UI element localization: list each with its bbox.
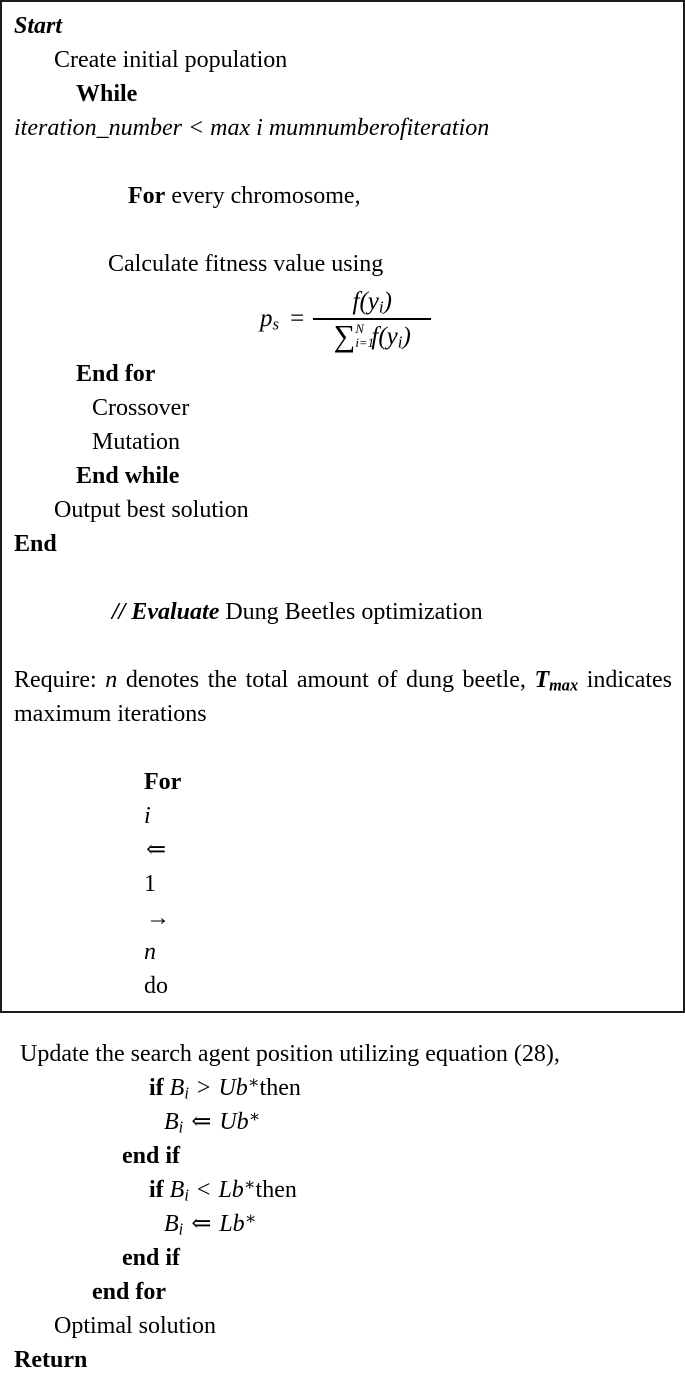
- formula-lhs: $p_s$: [260, 305, 280, 334]
- line-end-if-lower: end if: [122, 1245, 181, 1271]
- greater-than-icon: >: [196, 1075, 211, 1101]
- numerator-subscript: i: [378, 297, 384, 317]
- then-keyword-upper: then: [259, 1075, 301, 1101]
- line-while-condition: iteration_number < max i mumnumberofiteration: [14, 115, 490, 141]
- assign-lower-var-B-subscript: i: [178, 1219, 184, 1239]
- require-var-n: n: [105, 667, 118, 693]
- lower-bound-star-icon: ∗: [243, 1174, 256, 1194]
- for-i-start-value: 1: [144, 871, 156, 897]
- line-end: End: [14, 531, 57, 557]
- line-for-every-chromosome: [92, 145, 670, 247]
- sum-upper-limit: N: [355, 322, 364, 337]
- less-than-icon: <: [196, 1177, 211, 1203]
- for-chromosome-text: every chromosome,: [165, 183, 361, 209]
- line-crossover: Crossover: [92, 395, 190, 421]
- if-keyword-upper: if: [149, 1075, 164, 1101]
- formula-numerator: $f(y_i)$: [352, 287, 392, 317]
- if-keyword-lower: if: [149, 1177, 164, 1203]
- summation-limits: [355, 324, 374, 351]
- denominator-term: $f(y_i)$: [371, 322, 411, 352]
- require-var-T: T: [534, 667, 550, 693]
- formula-fraction: [313, 288, 431, 351]
- require-mid-text: denotes the total amount of dung beetle,: [117, 667, 535, 693]
- sigma-icon: ∑: [333, 318, 356, 353]
- line-assign-lower-bound: [164, 1207, 670, 1241]
- for-i-left-arrow-icon: ⇐: [146, 837, 167, 863]
- comment-keyword: Evaluate: [131, 599, 220, 625]
- line-comment-evaluate: [76, 561, 670, 663]
- line-end-if-upper: end if: [122, 1143, 181, 1169]
- sum-lower-limit: i=1: [355, 336, 374, 351]
- update-paragraph: [14, 1037, 672, 1071]
- comment-rest: Dung Beetles optimization: [219, 599, 483, 625]
- line-end-while: End while: [76, 463, 180, 489]
- assign-upper-star-icon: ∗: [248, 1106, 261, 1126]
- pseudocode-body: [2, 2, 683, 1377]
- require-label: Require:: [14, 667, 97, 693]
- formula-lhs-subscript: s: [272, 314, 280, 334]
- for-i-right-arrow-icon: →: [146, 905, 170, 931]
- if-upper-var-B: B: [169, 1075, 185, 1101]
- require-paragraph: [14, 663, 672, 731]
- if-lower-var-B: B: [169, 1177, 185, 1203]
- line-create-initial-population: Create initial population: [54, 47, 288, 73]
- line-if-upper-bound: [149, 1071, 670, 1105]
- comment-slashes: //: [112, 599, 132, 625]
- line-while-keyword: While: [76, 81, 138, 107]
- assign-arrow-upper-icon: ⇐: [191, 1109, 212, 1135]
- line-start: Start: [14, 13, 63, 39]
- assign-upper-bound-var: Ub: [219, 1109, 249, 1135]
- if-lower-bound-var: Lb: [218, 1177, 244, 1203]
- formula-denominator: [328, 320, 417, 351]
- assign-upper-var-B-subscript: i: [178, 1117, 184, 1137]
- line-output-best-solution: Output best solution: [54, 497, 249, 523]
- for-i-end-variable: n: [144, 939, 156, 965]
- summation-operator: [333, 318, 374, 353]
- assign-lower-bound-var: Lb: [219, 1211, 245, 1237]
- require-var-T-subscript: max: [549, 675, 579, 695]
- for-keyword: For: [128, 183, 166, 209]
- line-assign-upper-bound: [164, 1105, 670, 1139]
- line-end-for-upper: End for: [76, 361, 156, 387]
- then-keyword-lower: then: [255, 1177, 297, 1203]
- require-tail-text: indicates maximum iterations: [14, 667, 673, 727]
- if-upper-bound-var: Ub: [218, 1075, 248, 1101]
- line-calculate-fitness: Calculate fitness value using: [108, 251, 384, 277]
- for-i-do-keyword: do: [144, 973, 168, 999]
- formula-inner: [260, 288, 431, 351]
- assign-arrow-lower-icon: ⇐: [191, 1211, 212, 1237]
- line-end-for-lower: end for: [92, 1279, 166, 1305]
- for-i-variable: i: [144, 803, 151, 829]
- for-i-keyword: For: [144, 769, 182, 795]
- assign-lower-var-B: B: [164, 1211, 179, 1237]
- line-for-i-loop: [108, 731, 670, 1037]
- denominator-subscript: i: [397, 332, 403, 352]
- line-return: Return: [14, 1347, 88, 1373]
- assign-upper-var-B: B: [164, 1109, 179, 1135]
- formula-equals: =: [290, 305, 305, 332]
- if-upper-var-B-subscript: i: [184, 1083, 189, 1103]
- update-text: Update the search agent position utilizing equation (28),: [20, 1041, 560, 1067]
- line-mutation: Mutation: [92, 429, 180, 455]
- line-if-lower-bound: [149, 1173, 670, 1207]
- fitness-probability-formula: [14, 281, 670, 357]
- line-optimal-solution: Optimal solution: [54, 1313, 216, 1339]
- if-lower-var-B-subscript: i: [184, 1185, 189, 1205]
- assign-lower-star-icon: ∗: [244, 1208, 257, 1228]
- upper-bound-star-icon: ∗: [247, 1072, 260, 1092]
